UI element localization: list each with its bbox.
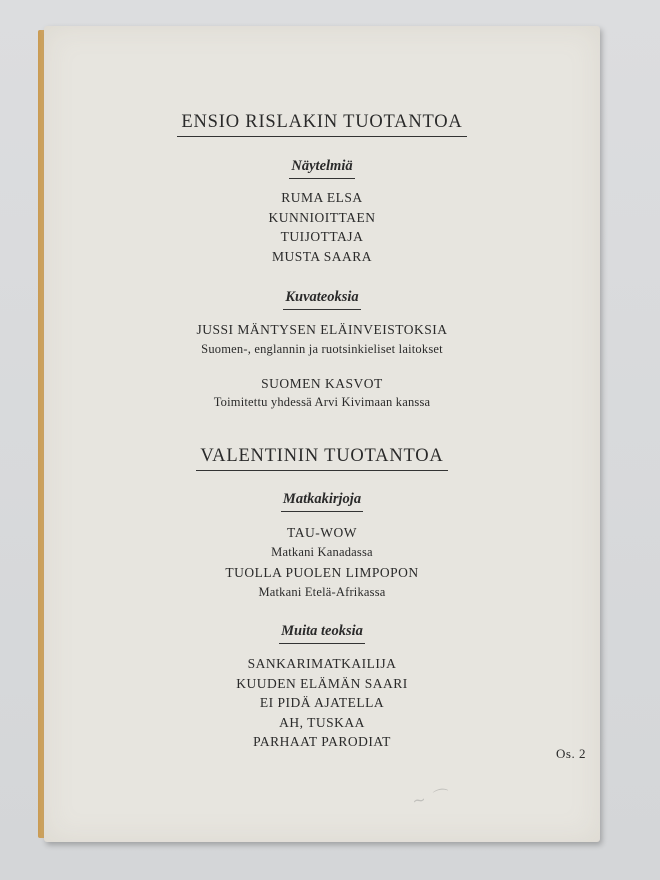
list-item: PARHAAT PARODIAT: [253, 734, 391, 749]
other-works-list: [44, 654, 600, 752]
work-title: SUOMEN KASVOT: [261, 376, 383, 391]
list-item: RUMA ELSA: [281, 190, 363, 205]
subheading-other-works: Muita teoksia: [44, 623, 600, 644]
price-code: Os. 2: [556, 746, 586, 761]
list-item: AH, TUSKAA: [279, 714, 365, 730]
list-item: MUSTA SAARA: [271, 248, 373, 264]
list-item: KUUDEN ELÄMÄN SAARI: [236, 675, 408, 691]
list-item: KUNNIOITTAEN: [268, 209, 376, 225]
work-title: TUOLLA PUOLEN LIMPOPON: [225, 565, 419, 580]
work-note: Matkani Kanadassa: [271, 545, 373, 559]
work-note: Matkani Etelä-Afrikassa: [258, 585, 386, 599]
subheading-plays: Näytelmiä: [44, 158, 600, 179]
work-note: Suomen-, englannin ja ruotsinkieliset laitokset: [201, 342, 443, 356]
heading-rislakki: ENSIO RISLAKIN TUOTANTOA: [44, 112, 600, 137]
list-item: EI PIDÄ AJATELLA: [259, 695, 385, 710]
work-title: TAU-WOW: [287, 525, 357, 540]
heading-valentin: VALENTININ TUOTANTOA: [44, 446, 600, 471]
work-title: JUSSI MÄNTYSEN ELÄINVEISTOKSIA: [196, 322, 448, 337]
subheading-picture-works: Kuvateoksia: [44, 289, 600, 310]
subheading-travel: Matkakirjoja: [44, 491, 600, 512]
plays-list: [44, 188, 600, 266]
pencil-mark: ~ ⌒: [410, 786, 448, 811]
cover-text: [44, 26, 600, 842]
list-item: SANKARIMATKAILIJA: [247, 656, 397, 671]
work-note: Toimitettu yhdessä Arvi Kivimaan kanssa: [213, 395, 431, 409]
list-item: TUIJOTTAJA: [280, 229, 364, 244]
